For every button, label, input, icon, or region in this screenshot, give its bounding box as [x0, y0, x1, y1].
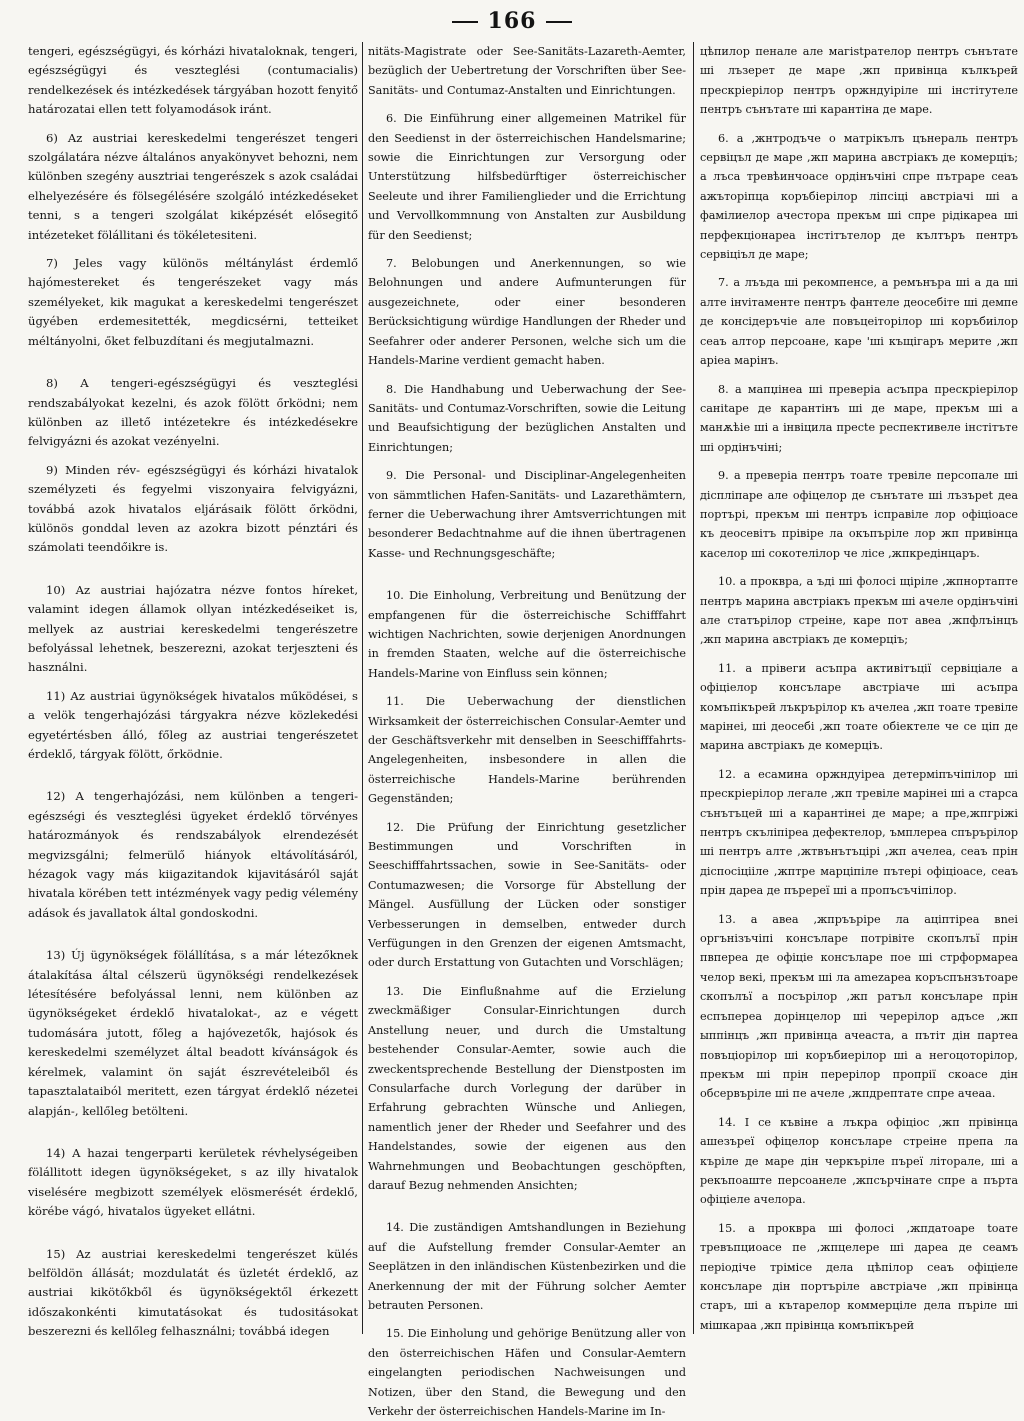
paragraph: 15. Die Einholung und gehörige Benützung aller von den österreichischen Häfen und Consular-Aemtern eingelangten periodischen Nachweisungen und Notizen, über den Stand, die Bewegung und den Verkehr der österreichischen Handels-Marine im In-	[368, 1327, 686, 1418]
paragraph: 12. а есамина оржндуіреа детерміпъчіпілор ші прескріерілор легале ,жп тревіле марінеі ші а старса сънътъцей ші а карантінеі де маре; а пре,жпгріжі пентръ скъліпіреа дефектелор, ъмплереа спърърілор ші пентръ алте ,жтвънътъцірі ,жп ачелеа, сеаъ прін діспосіцііле ,жптре марціпіле пътеpі офіціоасе, сеаъ прін дареа де пъререї ші а пропъсъчіпілор.	[700, 767, 1018, 898]
paragraph: 11. Die Ueberwachung der dienstlichen Wirksamkeit der österreichischen Consular-Aemter und der Geschäftsverkehr mit denselben in Seeschifffahrts-Angelegenheiten, insbesondere in allen die österreichische Handels-Marine berührenden Gegenständen;	[368, 695, 686, 806]
paragraph: 10) Az austriai hajózatra nézve fontos híreket, valamint idegen államok ollyan intézkedéseiket is, mellyek az austriai kereskedelmi tengerészetre befolyással lehetnek, beszerezni, azokat terjeszteni és használni.	[28, 582, 358, 675]
paragraph: 9) Minden rév- egészségügyi és kórházi hivatalok személyzeti és fegyelmi viszonyaira felvigyázni, továbbá azok hivatalos eljárásaik fölött őrködni, különös gonddal leven az azokra bizott pénztári és számolati teendőikre is.	[28, 462, 358, 555]
paragraph: 6. Die Einführung einer allgemeinen Matrikel für den Seedienst in der österreichischen Handelsmarine; sowie die Einrichtungen zur Versorgung oder Unterstützung hilfsbedürftiger österreichischer Seeleute und ihrer Familienglieder und die Errichtung und Vervollkommnung von Anstalten zur Ausbildung für den Seedienst;	[368, 112, 686, 242]
paragraph: 15) Az austriai kereskedelmi tengerészet külés belföldön állását; mozdulatát és üzletét érdeklő, az austriai kikötőkből és ügynökségektől érkezett időszakonkénti kimutatásokat és tudositásokat beszerezni és kellőleg felhasználni; továbbá idegen	[28, 1246, 358, 1339]
paragraph: 7) Jeles vagy különös méltánylást érdemlő hajómestereket és tengerészeket vagy más személyeket, kik magukat a kereskedelmi tengerészet ügyében erdemesitették, megdicsérni, tetteiket méltányolni, őket felbuzdítani és megjutalmazni.	[28, 256, 358, 348]
paragraph: 9. Die Personal- und Disciplinar-Angelegenheiten von sämmtlichen Hafen-Sanitäts- und Lazarethämtern, ferner die Ueberwachung ihrer Amtsverrichtungen mit besonderer Bedachtnahme auf die ihnen übertragenen Kasse- und Rechnungsgeschäfte;	[368, 469, 686, 560]
paragraph: 13. а авеа ,жпръъріре ла аціптіреа вnei оргънізъчіпі консъларе потрівіте скопълъї прін пвпереа де офіціе консъларе пое ші стрформареа челор векі, прекъм ші ла аmezареа коръспънзътоаре скопълъї а посърілор ,жп ратъл консъларе прін еспъпереа дорінцелор ші черерілор адъсе ,жп ыппінцъ ,жп привінца ачеаста, а пътіт дін партеа повъціорілор ші коръбиерілор ші а негоцоторілор, прекъм ші прін перерілор пропрії скоасе дін обсервъріле ші пе ачеле ,жпдрептате спре ачеаа.	[700, 912, 1018, 1101]
hungarian-column	[28, 42, 358, 1339]
paragraph: 12) A tengerhajózási, nem különben a tengeri-egészségi és veszteglési ügyeket érdeklő törvényes határozmányok és rendszabályok elrendezését megvizsgálni; felmerülő hiányok eltávolításáról, hézagok vagy más kiigazitandok kijavitásáról saját hivatala körében tett intézmények vagy pedig vélemény adások és javallatok által gondoskodni.	[28, 789, 358, 920]
paragraph: 11. а прівеги асъпра активітъції сервіціале а офіціелор консъларе австріаче ші асъпра комъпікърей лъкрърілор къ ачелеа ,жп тоате тревіле марінеі, ші деосебі ,жп тоате обіектеле че се ціп де марина австріакъ де комерціъ.	[700, 661, 1018, 753]
column-divider	[362, 42, 363, 1334]
paragraph: 12. Die Prüfung der Einrichtung gesetzlicher Bestimmungen und Vorschriften in Seeschifffahrtssachen, sowie in See-Sanitäts- oder Contumazwesen; die Vorsorge für Abstellung der Mängel. Ausfüllung der Lücken oder sonstiger Verbesserungen in demselben, entweder durch Verfügungen in den Grenzen der eigenen Amtsmacht, oder durch Erstattung von Gutachten und Vorschlägen;	[368, 820, 686, 970]
page-number	[0, 8, 1024, 34]
page-number-text: 166	[487, 8, 537, 34]
paragraph: 10. Die Einholung, Verbreitung und Benützung der empfangenen für die österreichische Schifffahrt wichtigen Nachrichten, sowie derjenigen Anordnungen in fremden Staaten, welche auf die österreichische Handels-Marine von Einfluss sein können;	[368, 589, 686, 680]
column-divider	[693, 42, 694, 1334]
paragraph: 8) A tengeri-egészségügyi és veszteglési rendszabályokat kezelni, és azok fölött őrködni; nem különben az illető intézetekre és intézkedésekre felvigyázni és azokat vezényelni.	[28, 376, 358, 449]
romanian-column	[700, 42, 1018, 1334]
paragraph: 10. а проквра, а ъді ші фолосі щіріле ,жпнортапте пентръ марина австріакъ прекъм ші ачеле ордінъчіні але статърілор стреіне, каре пот авеа ,жпфлъінцъ ,жп марина австріакъ де комерціъ;	[700, 575, 1018, 647]
paragraph: 9. а преверіа пентръ тоате тревіле персопале ші діспліпаре але офіцелор де сънътате ші лъзъреt деа портърі, прекъм ші пентръ ісправіле лор офіціоасе къ деосевітъ прівіре ла окъпъріле лор жп привінца каселор ші сокотелілор че лісе ,жпкредінцаръ.	[700, 469, 1018, 560]
paragraph: 13. Die Einflußnahme auf die Erzielung zweckmäßiger Consular-Einrichtungen durch Anstellung neuer, und durch die Umstaltung bestehender Consular-Aemter, sowie auch die zweckentsprechende Bestellung der Dienstposten im Consularfache durch Vorlegung der darüber in Erfahrung gebrachten Wünsche und Anliegen, namentlich jener der Rheder und Seefahrer und des Handelstandes, sowie der eigenen aus den Wahrnehmungen und Beobachtungen geschöpften, darauf Bezug nehmenden Ansichten;	[368, 984, 686, 1192]
paragraph: 13) Új ügynökségek fölállítása, s a már létezőknek átalakítása által célszerü ügynökségi rendelkezések létesítésére befolyással lenni, nem különben az ügynökségeket érdeklő hivatalokat-, az e végett tudomására jutott, főleg a hajóvezetők, hajósok és kereskedelmi személyzet által beadott kívánságok és kérelmek, valamint ön saját észrevételeiből és tapasztalataiból meritett, ezen tárgyat érdeklő nézetei alapján-, kellőleg betölteni.	[28, 948, 358, 1118]
german-column	[368, 42, 686, 1418]
paragraph: 7. а лъъда ші рекомпенсе, а ремънъра ші а да ші алте інvітаменте пентръ фантеле деосебіте ші демпе де консідеръчіе але повъцеіторілор ші коръбиілор сеаъ алтор персоане, каре 'ші къщігаръ мерите ,жп аріеа марінъ.	[700, 276, 1018, 368]
paragraph: цѣпилор пенале але магistрателор пентръ сънътате ші лъзерет де маре ,жп привінца кълкърей прескріерілор пентръ оржндуіріле ші інстітутеле пентръ сънътате ші карантіна де маре.	[700, 45, 1018, 117]
dash-right	[546, 21, 572, 23]
paragraph: 14. Die zuständigen Amtshandlungen in Beziehung auf die Aufstellung fremder Consular-Aemter an Seeplätzen in den inländischen Küstenbezirken und die Anerkennung der mit der Führung solcher Aemter betrauten Personen.	[368, 1221, 686, 1312]
paragraph: 6) Az austriai kereskedelmi tengerészet tengeri szolgálatára nézve általános anyakönyvet behozni, nem különben szegény ausztriai tengerészek s azok családai elhelyezésére és fölsegélésére szolgáló intézkedéseket tenni, s a tengeri szolgálat kiképzését elősegitő intézeteket fölállitani és tökéletesiteni.	[28, 130, 358, 242]
paragraph: 6. а ,жнтродъче о матрікълъ цънераль пентръ сервіцъл де маре ,жп марина австріакъ де комерціъ; а лъса тревѣинчоасе ордінъчіні спре пътраре сеаъ ажъторіпца коръбіерілор ліпсіці австріачі ші а фамілиелор ачестора прекъм ші спре рідікареа ші перфекціонареа інстітътелор де кълтъръ пентръ сервіціъл де маре;	[700, 131, 1018, 262]
dash-left	[452, 21, 478, 23]
paragraph: 8. Die Handhabung und Ueberwachung der See-Sanitäts- und Contumaz-Vorschriften, sowie die Leitung und Beaufsichtigung der bezüglichen Anstalten und Einrichtungen;	[368, 382, 686, 454]
paragraph: 11) Az austriai ügynökségek hivatalos működései, s a velök tengerhajózási tárgyakra nézve közlekedési egyetértésben álló, főleg az austriai tengerészetet érdeklő, tárgyak fölött, őrködnie.	[28, 688, 358, 761]
paragraph: nitäts-Magistrate oder See-Sanitäts-Lazareth-Aemter, bezüglich der Uebertretung der Vorschriften über See-Sanitäts- und Contumaz-Anstalten und Einrichtungen.	[368, 45, 686, 97]
paragraph: 15. а проквра ші фолосі ,жпдатоаре tоате тревъпциоасе пе ,жпцелере ші дареа де сеамъ періодіче тріміcе дела цѣпілор сеаъ офіціеле консъларе дін портъріле австрiаче ,жп прівінца старъ, ші а кътарелор коммерціле дела пъріле ші мішкараа ,жп прівінца комъпікърей	[700, 1221, 1018, 1332]
paragraph: 14) A hazai tengerparti kerületek révhelységeiben fölállitott idegen ügynökségeket, s az illy hivatalok viselésére megbizott személyek elösmerését érdeklő, körébe vágó, hivatalos ügyeket ellátni.	[28, 1145, 358, 1219]
paragraph: 8. а мапџінеа ші преверіа асъпра прескріерілор саніtape де карантінъ ші де маре, прекъм ші а манѫѣіе ші а інвіцила пресtе респективеле інстітъте ші ордінъчіні;	[700, 382, 1018, 454]
paragraph: 7. Belobungen und Anerkennungen, so wie Belohnungen und andere Aufmunterungen für ausgezeichnete, oder einer besonderen Berücksichtigung würdige Handlungen der Rheder und Seefahrer oder anderer Personen, welche sich um die Handels-Marine verdient gemacht haben.	[368, 257, 686, 368]
paragraph: tengeri, egészségügyi, és kórházi hivataloknak, tengeri, egészségügyi és veszteglési (contumacialis) rendelkezések és intézkedések tárgyában hozott fenyitő határozatai ellen tett folyamodások iránt.	[28, 44, 358, 117]
paragraph: 14. І се къвіне а лъкра офіціос ,жп прівінца ашезъреї офіцелор консъларе стреіне препа ла къріле де маре дін черкъріле пъреї літорале, ші а рекъпоаште персоанеле ,жпсърчінате спре а пърта офіціеле ачелора.	[700, 1115, 1018, 1207]
